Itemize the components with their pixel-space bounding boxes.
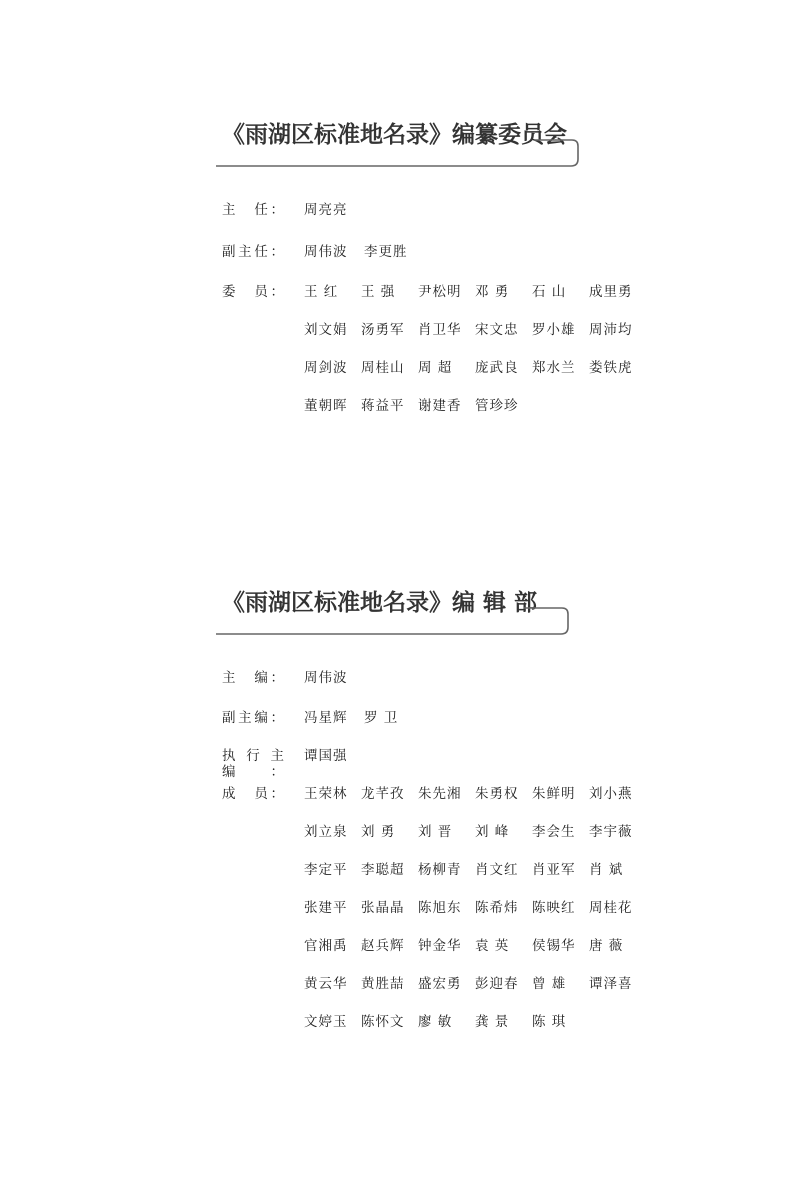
member-name: 董朝晖: [304, 398, 348, 414]
member-name: 娄铁虎: [589, 360, 633, 376]
member-name: 邓 勇: [475, 284, 510, 300]
member-name: 李聪超: [361, 862, 405, 878]
editorial-row-members: [222, 786, 642, 1030]
member-name: 刘立泉: [304, 824, 348, 840]
member-name: 陈 琪: [532, 1014, 567, 1030]
editorial-section: [222, 588, 642, 1030]
member-name: 刘文娟: [304, 322, 348, 338]
member-name: 张晶晶: [361, 900, 405, 916]
member-name: 朱鲜明: [532, 786, 576, 802]
editorial-rows: [222, 670, 642, 1030]
name: 周亮亮: [304, 202, 348, 218]
committee-rows: [222, 202, 642, 414]
member-name: 陈希炜: [475, 900, 519, 916]
member-name: 朱先湘: [418, 786, 462, 802]
member-name: 唐 薇: [589, 938, 624, 954]
member-name: 杨柳青: [418, 862, 462, 878]
member-name: 庞武良: [475, 360, 519, 376]
member-name: 曾 雄: [532, 976, 567, 992]
member-name: 黄胜喆: [361, 976, 405, 992]
committee-section: [222, 120, 642, 414]
member-name: 肖卫华: [418, 322, 462, 338]
member-name: 周 超: [418, 360, 453, 376]
committee-row-deputy: [222, 244, 642, 284]
member-name: 周沛均: [589, 322, 633, 338]
member-name: 陈旭东: [418, 900, 462, 916]
row-label: 成 员：: [222, 786, 284, 802]
committee-row-members: [222, 284, 642, 414]
member-name: 尹松明: [418, 284, 462, 300]
member-name: 刘 晋: [418, 824, 453, 840]
member-name: 肖 斌: [589, 862, 624, 878]
member-name: 侯锡华: [532, 938, 576, 954]
member-name: 李定平: [304, 862, 348, 878]
member-name: 谢建香: [418, 398, 462, 414]
member-name: 谭泽喜: [589, 976, 633, 992]
member-name: 李宇薇: [589, 824, 633, 840]
member-name: 管珍珍: [475, 398, 519, 414]
editorial-row-deputy: [222, 710, 642, 748]
committee-title: 《雨湖区标准地名录》编纂委员会: [222, 121, 567, 148]
name: 周伟波: [304, 244, 348, 260]
row-label: 主 任：: [222, 202, 284, 218]
member-name: 黄云华: [304, 976, 348, 992]
member-name: 石 山: [532, 284, 567, 300]
member-name: 肖文红: [475, 862, 519, 878]
member-grid: [304, 284, 646, 414]
member-name: 赵兵辉: [361, 938, 405, 954]
member-name: 李会生: [532, 824, 576, 840]
member-name: 蒋益平: [361, 398, 405, 414]
member-name: 王荣林: [304, 786, 348, 802]
member-name: 刘 勇: [361, 824, 396, 840]
member-name: 罗小雄: [532, 322, 576, 338]
member-name: 陈映红: [532, 900, 576, 916]
name: 谭国强: [304, 748, 348, 764]
member-name: 朱勇权: [475, 786, 519, 802]
member-name: 宋文忠: [475, 322, 519, 338]
row-label: 副主编：: [222, 710, 284, 726]
name: 李更胜: [364, 244, 408, 260]
member-name: 刘 峰: [475, 824, 510, 840]
committee-row-director: [222, 202, 642, 244]
title-underline: [222, 148, 642, 170]
member-name: 肖亚军: [532, 862, 576, 878]
member-grid: [304, 786, 646, 1030]
row-label: 副主任：: [222, 244, 284, 260]
member-name: 龙芊孜: [361, 786, 405, 802]
member-name: 袁 英: [475, 938, 510, 954]
member-name: 成里勇: [589, 284, 633, 300]
member-name: 文婷玉: [304, 1014, 348, 1030]
name: 周伟波: [304, 670, 348, 686]
editorial-row-executive: [222, 748, 642, 786]
member-name: 廖 敏: [418, 1014, 453, 1030]
member-name: 钟金华: [418, 938, 462, 954]
member-name: 王 红: [304, 284, 339, 300]
name: 冯星辉: [304, 710, 348, 726]
row-label: 委 员：: [222, 284, 284, 300]
member-name: 龚 景: [475, 1014, 510, 1030]
name: 罗 卫: [364, 710, 399, 726]
member-name: 汤勇军: [361, 322, 405, 338]
member-name: 王 强: [361, 284, 396, 300]
row-label: 执行主编：: [222, 748, 284, 780]
editorial-title: 《雨湖区标准地名录》编 辑 部: [222, 589, 538, 616]
member-name: 周桂山: [361, 360, 405, 376]
editorial-row-chief: [222, 670, 642, 710]
member-name: 郑水兰: [532, 360, 576, 376]
member-name: 盛宏勇: [418, 976, 462, 992]
member-name: 周桂花: [589, 900, 633, 916]
title-underline: [222, 616, 642, 638]
member-name: 张建平: [304, 900, 348, 916]
member-name: 官湘禹: [304, 938, 348, 954]
row-label: 主 编：: [222, 670, 284, 686]
member-name: 刘小燕: [589, 786, 633, 802]
member-name: 周剑波: [304, 360, 348, 376]
member-name: 陈怀文: [361, 1014, 405, 1030]
member-name: 彭迎春: [475, 976, 519, 992]
